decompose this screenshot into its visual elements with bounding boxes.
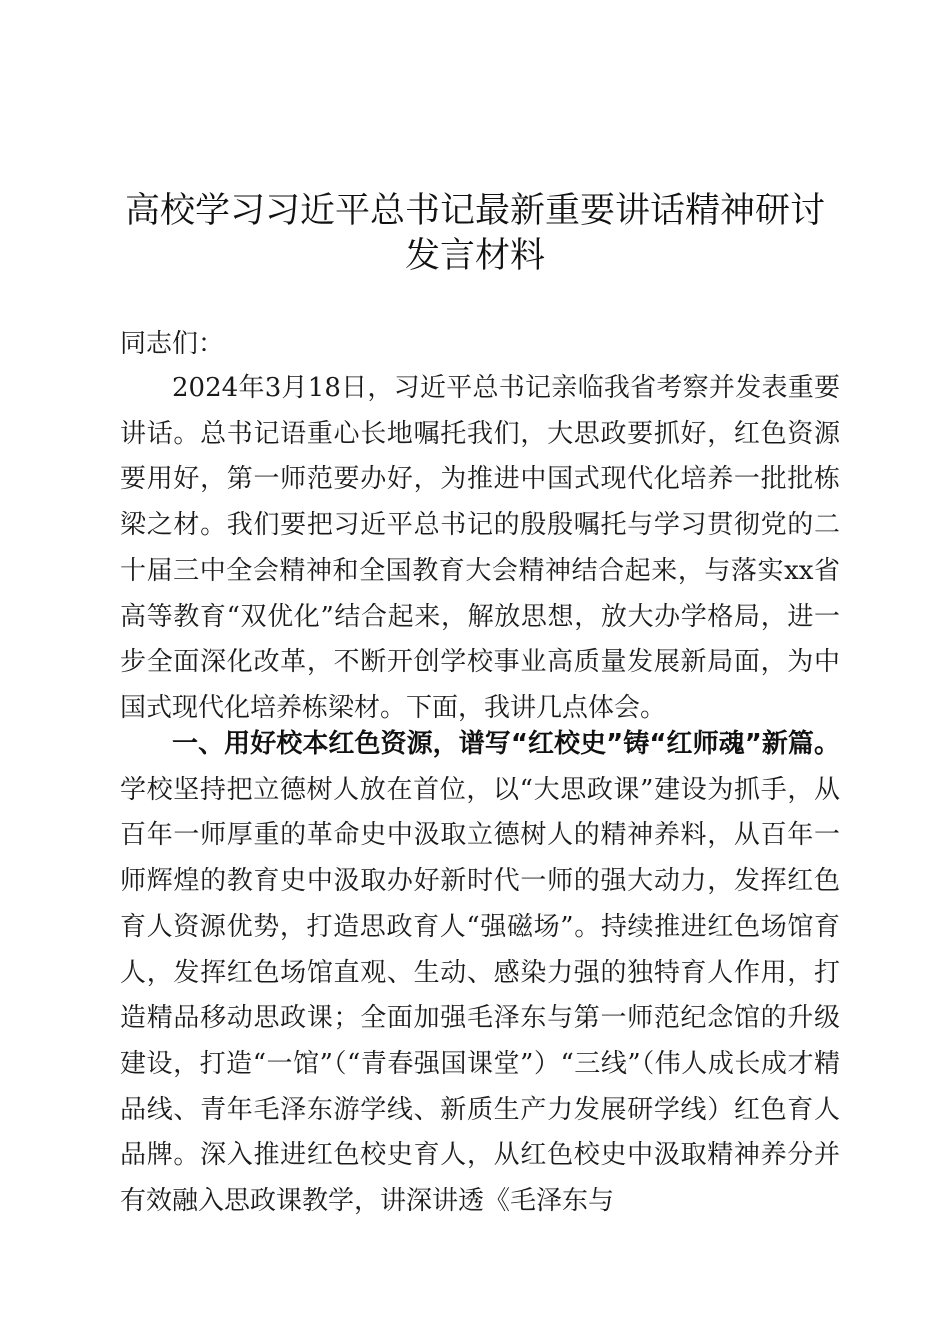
document-title-line-2: 发言材料 (404, 236, 545, 276)
salutation: 同志们： (120, 329, 225, 359)
document-title-line-1: 高校学习习近平总书记最新重要讲话精神研讨 (124, 191, 825, 231)
section-1-heading: 一、用好校本红色资源，谱写“红校史”铸“红师魂”新篇。 (172, 729, 840, 759)
paragraph-section-1 (120, 722, 840, 1225)
section-1-body: 学校坚持把立德树人放在首位，以“大思政课”建设为抓手，从百年一师厚重的革命史中汲取立德树人的精神养料，从百年一师辉煌的教育史中汲取办好新时代一师的强大动力，发挥红色育人资源优势，打造思政育人“强磁场”。持续推进红色场馆育人，发挥红色场馆直观、生动、感染力强的独特育人作用，打造精品移动思政课；全面加强毛泽东与第一师范纪念馆的升级建设，打造“一馆”（“青春强国课堂”）“三线”（伟人成长成才精品线、青年毛泽东游学线、新质生产力发展研学线）红色育人品牌。深入推进红色校史育人，从红色校史中汲取精神养分并有效融入思政课教学，讲深讲透《毛泽东与 (120, 774, 840, 1217)
paragraph-intro: 2024年3月18日，习近平总书记亲临我省考察并发表重要讲话。总书记语重心长地嘱托我们，大思政要抓好，红色资源要用好，第一师范要办好，为推进中国式现代化培养一批批栋梁之材。我们要把习近平总书记的殷殷嘱托与学习贯彻党的二十届三中全会精神和全国教育大会精神结合起来，与落实xx省高等教育“双优化”结合起来，解放思想，放大办学格局，进一步全面深化改革，不断开创学校事业高质量发展新局面，为中国式现代化培养栋梁材。下面，我讲几点体会。 (120, 373, 840, 723)
